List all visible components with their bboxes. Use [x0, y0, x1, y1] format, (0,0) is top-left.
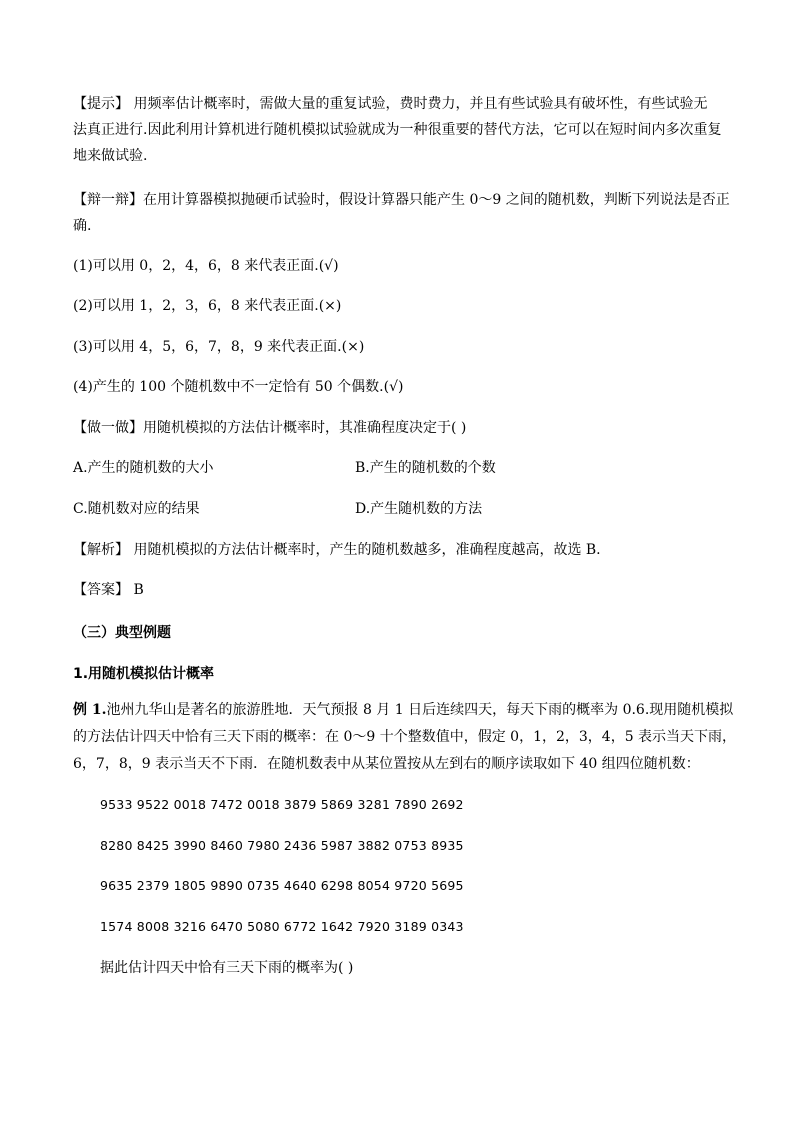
random-number-row-2: 8280 8425 3990 8460 7980 2436 5987 3882 0753 8935 — [100, 838, 464, 853]
tip-line-3: 地来做试验. — [73, 148, 148, 164]
example-line-1 — [73, 700, 733, 720]
example-text-1: 池州九华山是著名的旅游胜地．天气预报 8 月 1 日后连续四天，每天下雨的概率为 0.6.现用随机模拟 — [106, 702, 734, 718]
practice-question: 【做一做】用随机模拟的方法估计概率时，其准确程度决定于( ) — [73, 420, 467, 436]
discuss-item-3: (3)可以用 4，5，6，7，8，9 来代表正面.(×) — [73, 339, 365, 355]
example-line-3: 6，7，8，9 表示当天不下雨．在随机数表中从某位置按从左到右的顺序读取如下 40 组四位随机数： — [73, 756, 700, 772]
random-number-row-3: 9635 2379 1805 9890 0735 4640 6298 8054 9720 5695 — [100, 878, 464, 893]
tip-line-1: 【提示】 用频率估计概率时，需做大量的重复试验，费时费力，并且有些试验具有破坏性，有些试验无 — [73, 96, 708, 112]
section-title: （三）典型例题 — [73, 625, 171, 641]
option-a: A.产生的随机数的大小 — [73, 460, 214, 476]
discuss-line-2: 确. — [73, 218, 92, 234]
section-subtitle: 1.用随机模拟估计概率 — [73, 666, 215, 682]
option-d: D.产生随机数的方法 — [355, 501, 483, 517]
discuss-line-1: 【辩一辩】在用计算器模拟抛硬币试验时，假设计算器只能产生 0～9 之间的随机数，判断下列说法是否正 — [73, 192, 730, 208]
example-question: 据此估计四天中恰有三天下雨的概率为( ) — [100, 960, 354, 976]
option-c: C.随机数对应的结果 — [73, 501, 200, 517]
random-number-row-1: 9533 9522 0018 7472 0018 3879 5869 3281 7890 2692 — [100, 797, 464, 812]
discuss-item-2: (2)可以用 1，2，3，6，8 来代表正面.(×) — [73, 298, 342, 314]
analysis-text: 【解析】 用随机模拟的方法估计概率时，产生的随机数越多，准确程度越高，故选 B. — [73, 542, 601, 558]
example-line-2: 的方法估计四天中恰有三天下雨的概率：在 0～9 十个整数值中，假定 0，1，2，3，4，5 表示当天下雨， — [73, 729, 737, 745]
answer-text: 【答案】 B — [73, 582, 144, 598]
tip-line-2: 法真正进行.因此利用计算机进行随机模拟试验就成为一种很重要的替代方法，它可以在短时间内多次重复 — [73, 122, 722, 138]
discuss-item-4: (4)产生的 100 个随机数中不一定恰有 50 个偶数.(√) — [73, 379, 404, 395]
option-b: B.产生的随机数的个数 — [355, 460, 496, 476]
discuss-item-1: (1)可以用 0，2，4，6，8 来代表正面.(√) — [73, 258, 339, 274]
random-number-row-4: 1574 8008 3216 6470 5080 6772 1642 7920 3189 0343 — [100, 919, 464, 934]
example-label: 例 1. — [73, 702, 107, 718]
